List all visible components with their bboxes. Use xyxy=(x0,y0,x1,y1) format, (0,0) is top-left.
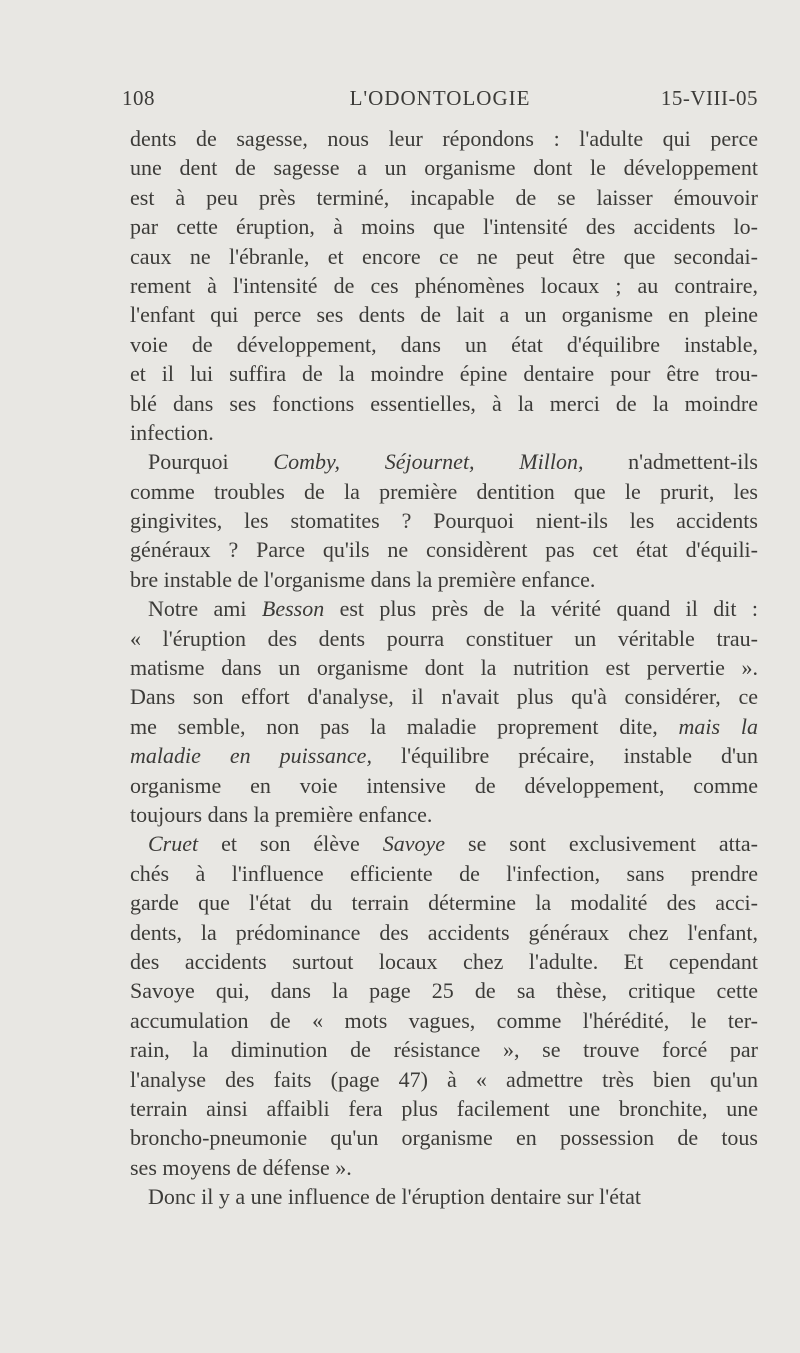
italic-text: Savoye xyxy=(382,831,446,857)
text-line xyxy=(130,447,758,476)
roman-text: Dans son effort d'analyse, il n'avait plus qu'à considérer, ce xyxy=(130,684,758,710)
journal-title: L'ODONTOLOGIE xyxy=(349,86,531,110)
text-line xyxy=(130,389,758,418)
roman-text: généraux ? Parce qu'ils ne considèrent pas cet état d'équili- xyxy=(130,537,758,563)
roman-text: l'équilibre précaire, instable d'un xyxy=(371,743,758,769)
issue-date: 15-VIII-05 xyxy=(660,86,758,110)
roman-text: blé dans ses fonctions essentielles, à la merci de la moindre xyxy=(130,390,758,416)
body-text xyxy=(130,124,758,1211)
roman-text: est plus près de la vérité quand il dit : xyxy=(324,596,758,622)
text-line xyxy=(130,124,758,153)
text-line xyxy=(130,712,758,741)
text-line xyxy=(130,212,758,241)
text-line xyxy=(130,506,758,535)
paragraph xyxy=(130,124,758,447)
roman-text: terrain ainsi affaibli fera plus facilement une bronchite, une xyxy=(130,1095,758,1121)
text-line xyxy=(130,771,758,800)
text-line xyxy=(130,653,758,682)
paragraph xyxy=(130,1182,758,1211)
text-line xyxy=(130,800,758,829)
text-line xyxy=(130,624,758,653)
text-line xyxy=(130,1153,758,1182)
roman-text: gingivites, les stomatites ? Pourquoi nient-ils les accidents xyxy=(130,508,758,534)
roman-text: l'enfant qui perce ses dents de lait a un organisme en pleine xyxy=(130,302,758,328)
roman-text: est à peu près terminé, incapable de se laisser émouvoir xyxy=(130,184,758,210)
roman-text: broncho-pneumonie qu'un organisme en possession de tous xyxy=(130,1125,758,1151)
roman-text: Savoye qui, dans la page 25 de sa thèse, critique cette xyxy=(130,978,758,1004)
roman-text: une dent de sagesse a un organisme dont le développement xyxy=(130,155,758,181)
text-line xyxy=(130,300,758,329)
italic-text: maladie en puissance, xyxy=(130,743,372,769)
text-line xyxy=(130,565,758,594)
roman-text: caux ne l'ébranle, et encore ce ne peut être que secondai- xyxy=(130,243,758,269)
roman-text: rement à l'intensité de ces phénomènes locaux ; au contraire, xyxy=(130,272,758,298)
text-line xyxy=(130,918,758,947)
text-line xyxy=(130,477,758,506)
roman-text: et il lui suffira de la moindre épine dentaire pour être trou- xyxy=(130,361,758,387)
text-line xyxy=(130,682,758,711)
roman-text: bre instable de l'organisme dans la première enfance. xyxy=(130,566,596,592)
text-line xyxy=(130,829,758,858)
text-line xyxy=(130,183,758,212)
roman-text: comme troubles de la première dentition que le prurit, les xyxy=(130,478,758,504)
roman-text: voie de développement, dans un état d'équilibre instable, xyxy=(130,331,758,357)
roman-text: « l'éruption des dents pourra constituer un véritable trau- xyxy=(130,625,758,651)
roman-text: toujours dans la première enfance. xyxy=(130,801,433,827)
text-line xyxy=(130,271,758,300)
text-line xyxy=(130,153,758,182)
roman-text: l'analyse des faits (page 47) à « admettre très bien qu'un xyxy=(130,1066,758,1092)
paragraph xyxy=(130,594,758,829)
roman-text: matisme dans un organisme dont la nutrition est pervertie ». xyxy=(130,655,758,681)
roman-text: accumulation de « mots vagues, comme l'hérédité, le ter- xyxy=(130,1007,758,1033)
roman-text: par cette éruption, à moins que l'intensité des accidents lo- xyxy=(130,214,758,240)
roman-text: n'admettent-ils xyxy=(583,449,758,475)
text-line xyxy=(130,535,758,564)
italic-text: mais la xyxy=(678,713,758,739)
roman-text: garde que l'état du terrain détermine la modalité des acci- xyxy=(130,890,758,916)
italic-text: Cruet xyxy=(148,831,199,857)
italic-text: Comby, Séjournet, Millon, xyxy=(273,449,584,475)
text-line xyxy=(130,859,758,888)
roman-text: dents de sagesse, nous leur répondons : l'adulte qui perce xyxy=(130,126,758,151)
text-line xyxy=(130,888,758,917)
paragraph xyxy=(130,447,758,594)
text-line xyxy=(130,1182,758,1211)
text-line xyxy=(130,947,758,976)
italic-text: Besson xyxy=(261,596,325,622)
roman-text: infection. xyxy=(130,419,214,445)
text-line xyxy=(130,359,758,388)
text-line xyxy=(130,976,758,1005)
text-line xyxy=(130,594,758,623)
text-line xyxy=(130,330,758,359)
text-line xyxy=(130,1006,758,1035)
roman-text: me semble, non pas la maladie proprement dite, xyxy=(130,713,679,739)
roman-text: rain, la diminution de résistance », se trouve forcé par xyxy=(130,1037,758,1063)
paragraph xyxy=(130,829,758,1182)
roman-text: Notre ami xyxy=(148,596,262,622)
roman-text: se sont exclusivement atta- xyxy=(445,831,758,857)
roman-text: Pourquoi xyxy=(148,449,274,475)
text-line xyxy=(130,242,758,271)
roman-text: Donc il y a une influence de l'éruption dentaire sur l'état xyxy=(148,1184,641,1210)
text-line xyxy=(130,1094,758,1123)
text-line xyxy=(130,1123,758,1152)
text-line xyxy=(130,741,758,770)
roman-text: organisme en voie intensive de développement, comme xyxy=(130,772,758,798)
roman-text: ses moyens de défense ». xyxy=(130,1154,352,1180)
roman-text: et son élève xyxy=(198,831,383,857)
text-line xyxy=(130,1035,758,1064)
roman-text: chés à l'influence efficiente de l'infection, sans prendre xyxy=(130,860,758,886)
page-number: 108 xyxy=(122,86,155,110)
roman-text: des accidents surtout locaux chez l'adulte. Et cependant xyxy=(130,948,758,974)
text-line xyxy=(130,418,758,447)
roman-text: dents, la prédominance des accidents généraux chez l'enfant, xyxy=(130,919,758,945)
text-line xyxy=(130,1065,758,1094)
running-head xyxy=(122,86,758,116)
